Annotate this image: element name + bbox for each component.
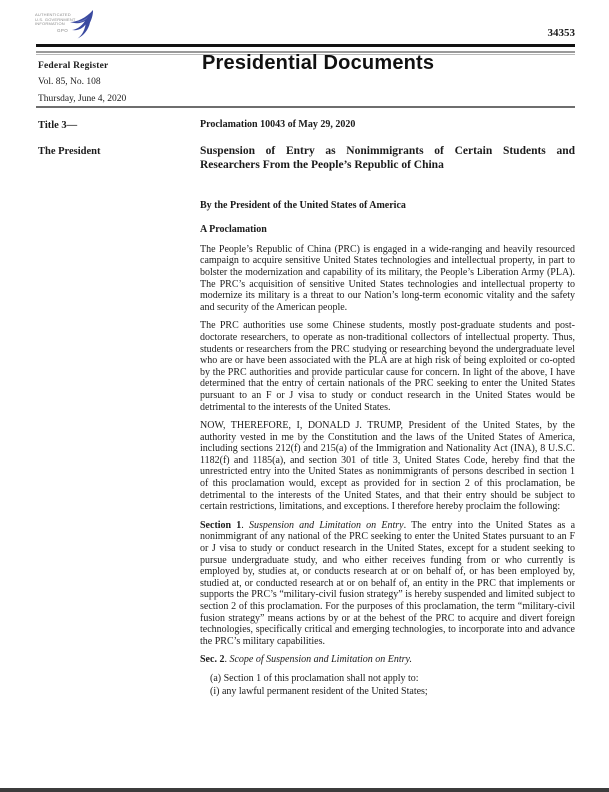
proclamation-title: Suspension of Entry as Nonimmigrants of Certain Students and Researchers From the People’s Republic of China xyxy=(200,144,575,172)
section-2 xyxy=(200,654,575,666)
clause-i: (i) any lawful permanent resident of the United States; xyxy=(210,685,428,697)
proclamation-heading: A Proclamation xyxy=(200,224,267,236)
section-1-text: . The entry into the United States as a nonimmigrant of any national of the PRC seeking to enter the United States pursuant to an F or J visa to study or conduct research in the United States, except for a student seeking to pursue undergraduate study, and who either receives funding from or who currently is employed by, studies at, or conducts research at or on behalf of, or has been employed by, studied at, or conducted research at or on behalf of, an entity in the PRC that implements or supports the PRC’s “military-civil fusion strategy” is hereby suspended and limited subject to section 2 of this proclamation. For the purposes of this proclamation, the term “military-civil fusion strategy” means actions by or at the behest of the PRC to acquire and divert foreign technologies, specifically critical and emerging technologies, to incorporate into and advance the PRC’s military capabilities. xyxy=(200,519,576,647)
gpo-seal-line2: U.S. GOVERNMENT xyxy=(35,16,76,22)
section-2-title: Scope of Suspension and Limitation on Entry. xyxy=(229,654,412,666)
gpo-authentication-seal xyxy=(35,9,97,45)
paragraph-2: The PRC authorities use some Chinese students, mostly post-graduate students and post-doctorate researchers, to operate as non-traditional collectors of intellectual property. Thus, students or researchers from the PRC studying or researching beyond the undergraduate level who are or have been associated with the PLA are at high risk of being exploited or co-opted by the PRC authorities and provide particular cause for concern. In light of the above, I have determined that the entry of certain nationals of the PRC seeking to enter the United States pursuant to an F or J visa to study or conduct research in the United States would be detrimental to the interests of the United States. xyxy=(200,320,575,413)
volume-line: Vol. 85, No. 108 xyxy=(38,77,101,87)
byline: By the President of the United States of America xyxy=(200,199,406,211)
section-1 xyxy=(200,520,575,648)
masthead-rule xyxy=(36,106,575,108)
issue-date: Thursday, June 4, 2020 xyxy=(38,94,127,104)
gpo-seal-line1: AUTHENTICATED xyxy=(35,12,71,17)
page-number: 34353 xyxy=(547,27,575,39)
paragraph-3: NOW, THEREFORE, I, DONALD J. TRUMP, President of the United States, by the authority vested in me by the Constitution and the laws of the United States of America, including sections 212(f) and 215(a) of the Immigration and Nationality Act (INA), 8 U.S.C. 1182(f) and 1185(a), and section 301 of title 3, United States Code, hereby find that the unrestricted entry into the United States as nonimmigrants of persons described in section 1 of this proclamation would, except as provided for in section 2 of this proclamation, be detrimental to the interests of the United States, and that their entry should be subject to certain restrictions, limitations, and exceptions. I therefore hereby proclaim the following: xyxy=(200,420,575,513)
title-name: The President xyxy=(38,146,101,157)
section-2-label: Sec. 2 xyxy=(200,654,225,666)
section-1-label: Section 1 xyxy=(200,519,242,531)
margin-column xyxy=(38,119,200,698)
next-page-edge xyxy=(0,788,609,792)
masthead-left xyxy=(38,61,126,104)
paragraph-1: The People’s Republic of China (PRC) is engaged in a wide-ranging and heavily resourced campaign to acquire sensitive United States technologies and intellectual property, in part to bolster the modernization and capability of its military, the People’s Liberation Army (PLA). The PRC’s acquisition of sensitive United States technologies and intellectual property to modernize its military is a threat to our Nation’s long-term economic vitality and the safety and security of the American people. xyxy=(200,243,575,313)
section-2-sep: . xyxy=(224,654,230,666)
gpo-seal-gpo-label: GPO xyxy=(57,28,69,33)
main-column xyxy=(200,119,575,698)
title-number: Title 3— xyxy=(38,120,78,131)
document-body xyxy=(38,119,575,698)
clause-a: (a) Section 1 of this proclamation shall not apply to: xyxy=(210,672,419,684)
section-1-sep: . xyxy=(241,519,249,531)
section-1-title: Suspension and Limitation on Entry xyxy=(248,519,404,531)
proclamation-number-line: Proclamation 10043 of May 29, 2020 xyxy=(200,119,356,130)
gpo-seal-line3: INFORMATION xyxy=(35,21,65,27)
header-rule-thick xyxy=(36,44,575,47)
gpo-eagle-icon xyxy=(68,9,96,41)
section-title: Presidential Documents xyxy=(202,52,435,74)
publication-title: Federal Register xyxy=(38,61,109,71)
